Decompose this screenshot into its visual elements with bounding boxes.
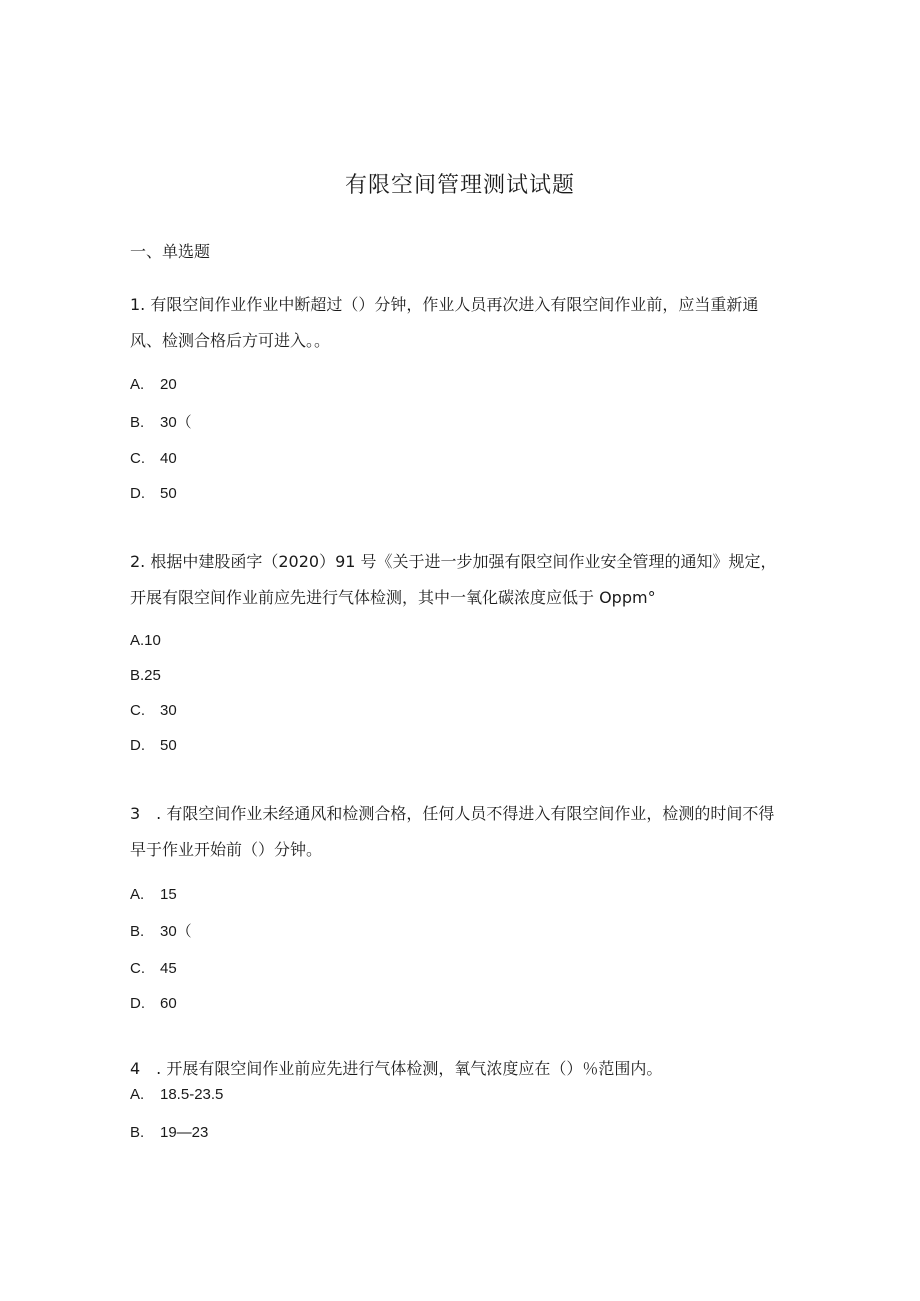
- question-3-option-b: [130, 920, 192, 941]
- question-2-option-a: [130, 632, 161, 649]
- option-letter: A.: [130, 376, 145, 393]
- question-2-option-b: [130, 667, 161, 684]
- option-letter: B.: [130, 923, 145, 940]
- option-value: 50: [160, 485, 177, 502]
- option-value: 45: [160, 960, 177, 977]
- option-letter: B.: [130, 414, 145, 431]
- option-letter: A.: [130, 1086, 145, 1103]
- question-3-option-c: [130, 960, 177, 977]
- option-value: 40: [160, 450, 177, 467]
- question-4-text: 4 . 开展有限空间作业前应先进行气体检测，氧气浓度应在（）％范围内。: [130, 1059, 663, 1078]
- question-3-option-a: [130, 886, 177, 903]
- option-letter: C.: [130, 702, 145, 719]
- option-value: 15: [160, 886, 177, 903]
- option-letter: D.: [130, 485, 145, 502]
- question-3-text: 3 . 有限空间作业未经通风和检测合格，任何人员不得进入有限空间作业，检测的时间不得早于作业开始前（）分钟。: [130, 804, 775, 859]
- option-letter: D.: [130, 995, 145, 1012]
- option-value: 60: [160, 995, 177, 1012]
- option-value: 30（: [160, 923, 192, 940]
- option-value: 20: [160, 376, 177, 393]
- question-4-option-b: [130, 1124, 208, 1141]
- section-heading: 一、单选题: [130, 242, 211, 261]
- page-title: 有限空间管理测试试题: [344, 173, 575, 198]
- option-letter: A.: [130, 886, 145, 903]
- question-2-option-d: [130, 737, 177, 754]
- question-1-option-b: [130, 411, 192, 432]
- question-3-option-d: [130, 995, 177, 1012]
- question-1-option-c: [130, 450, 177, 467]
- option-value: 50: [160, 737, 177, 754]
- option-letter: D.: [130, 737, 145, 754]
- option-value: 19—23: [160, 1124, 209, 1141]
- question-2-option-c: [130, 702, 177, 719]
- question-1-option-a: [130, 376, 177, 393]
- option-value: 18.5-23.5: [160, 1086, 224, 1103]
- option-value: A.10: [130, 632, 161, 649]
- question-4-option-a: [130, 1086, 223, 1103]
- option-value: 30: [160, 702, 177, 719]
- question-1-text: 1. 有限空间作业作业中断超过（）分钟，作业人员再次进入有限空间作业前，应当重新通风、检测合格后方可进入。。: [130, 295, 759, 350]
- option-letter: C.: [130, 960, 145, 977]
- option-letter: C.: [130, 450, 145, 467]
- question-2-text: 2. 根据中建股函字（2020）91 号《关于进一步加强有限空间作业安全管理的通知》规定，开展有限空间作业前应先进行气体检测，其中一氧化碳浓度应低于 Oppm°: [130, 552, 777, 607]
- option-value: B.25: [130, 667, 161, 684]
- question-1-option-d: [130, 485, 177, 502]
- option-value: 30（: [160, 414, 192, 431]
- option-letter: B.: [130, 1124, 145, 1141]
